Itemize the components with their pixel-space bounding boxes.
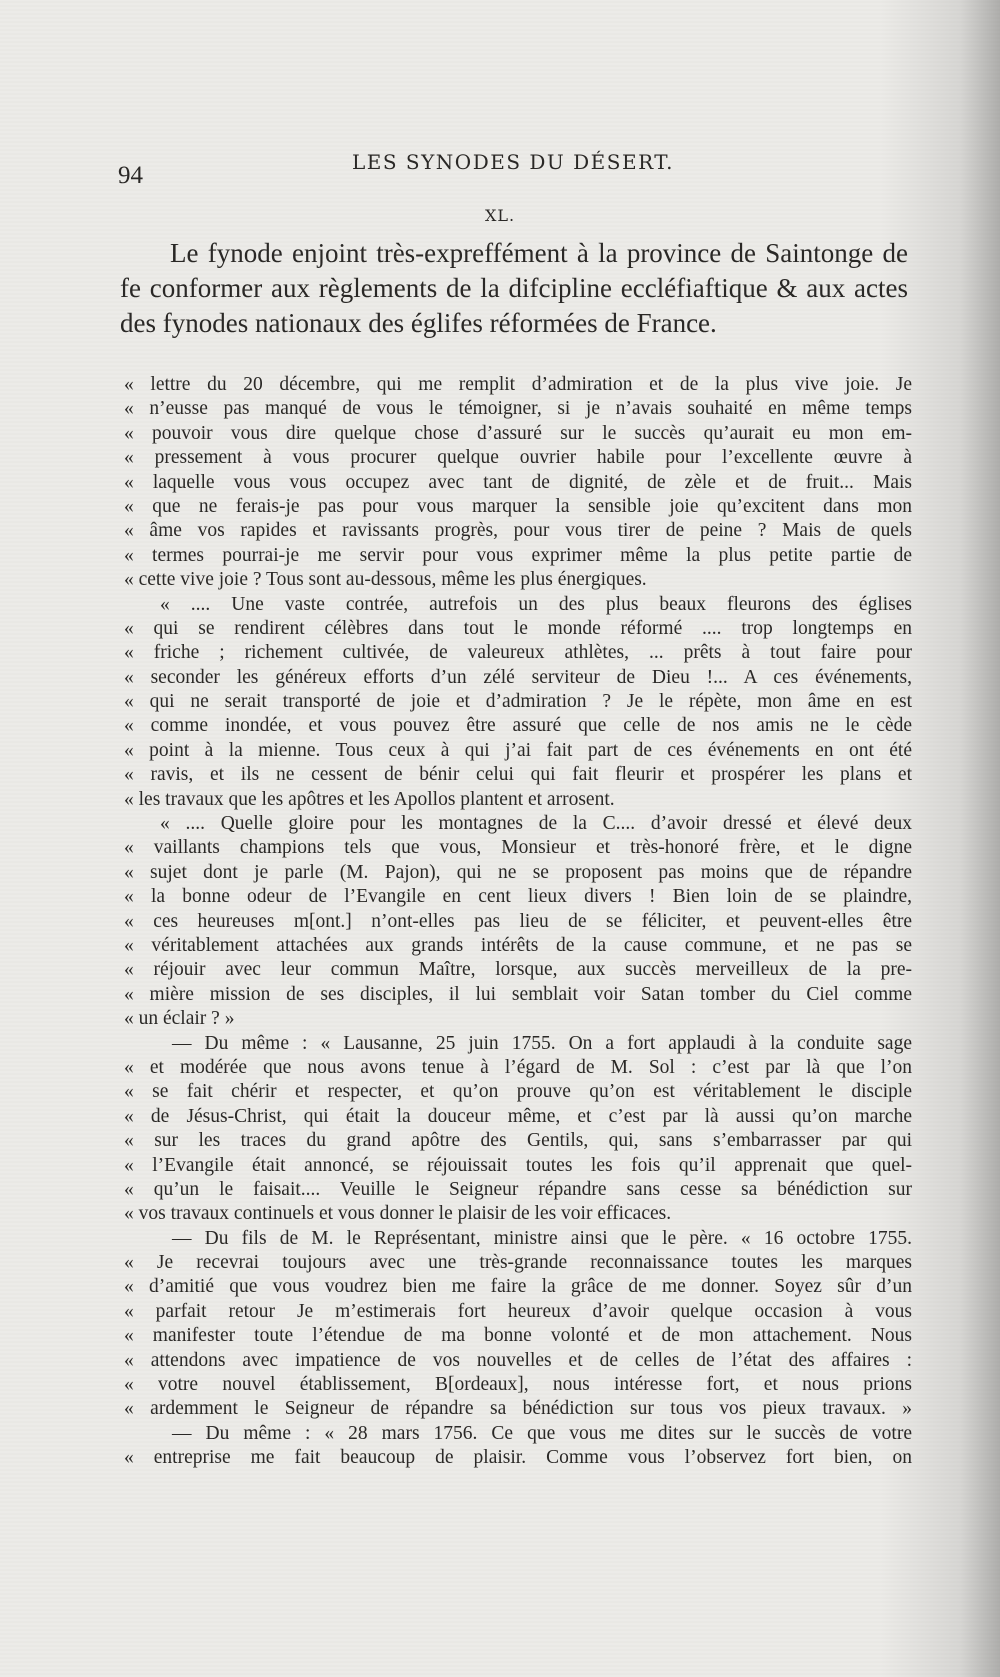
text-line: — Du même : « 28 mars 1756. Ce que vous me dites sur le succès de votre — [172, 1422, 912, 1444]
text-line: « vos travaux continuels et vous donner le plaisir de les voir efficaces. — [124, 1203, 672, 1225]
synod-article: Le fynode enjoint très-expreffément à la province de Saintonge de fe conformer aux règlements de la difcipline eccléfiaftique & aux actes des fynodes nationaux des églifes réformées de France. — [120, 238, 908, 338]
text-line: « n’eusse pas manqué de vous le témoigner, si je n’avais souhaité en même temps — [124, 398, 912, 420]
text-line: « que ne ferais-je pas pour vous marquer la sensible joie qu’excitent dans mon — [124, 495, 912, 517]
text-line: — Du fils de M. le Représentant, ministre ainsi que le père. « 16 octobre 1755. — [172, 1227, 912, 1249]
text-line: « comme inondée, et vous pouvez être assuré que celle de nos amis ne le cède — [124, 715, 912, 737]
text-line: « votre nouvel établissement, B[ordeaux], nous intéresse fort, et nous prions — [124, 1374, 912, 1396]
text-line: « se fait chérir et respecter, et qu’on prouve qu’on est véritablement le disciple — [124, 1081, 912, 1103]
text-line: « Je recevrai toujours avec une très-grande reconnaissance toutes les marques — [124, 1252, 912, 1274]
text-line: « point à la mienne. Tous ceux à qui j’ai fait part de ces événements en ont été — [124, 739, 912, 761]
text-line: « sujet dont je parle (M. Pajon), qui ne se proposent pas moins que de répandre — [124, 861, 912, 883]
text-line: « pouvoir vous dire quelque chose d’assuré sur le succès qu’aurait eu mon em- — [124, 422, 912, 444]
running-title: LES SYNODES DU DÉSERT. — [351, 150, 675, 174]
text-line: « de Jésus-Christ, qui était la douceur même, et c’est par là aussi qu’on marche — [124, 1105, 912, 1127]
page-header — [118, 148, 908, 188]
text-line: — Du même : « Lausanne, 25 juin 1755. On a fort applaudi à la conduite sage — [172, 1032, 912, 1054]
text-line: « ces heureuses m[ont.] n’ont-elles pas lieu de se féliciter, et peuvent-elles être — [124, 910, 912, 932]
text-line: « âme vos rapides et ravissants progrès, pour vous tirer de peine ? Mais de quels — [124, 520, 912, 542]
text-line: « qui se rendirent célèbres dans tout le monde réformé .... trop longtemps en — [124, 617, 912, 639]
text-line: « friche ; richement cultivée, de valeureux athlètes, ... prêts à tout faire pour — [124, 642, 912, 664]
body-text — [124, 373, 912, 1471]
text-line: « ardemment le Seigneur de répandre sa bénédiction sur tous vos pieux travaux. » — [124, 1398, 912, 1420]
text-line: « mière mission de ses disciples, il lui semblait voir Satan tomber du Ciel comme — [124, 983, 912, 1005]
text-line: « parfait retour Je m’estimerais fort heureux d’avoir quelque occasion à vous — [124, 1300, 912, 1322]
text-line: « un éclair ? » — [124, 1008, 235, 1030]
text-line: « la bonne odeur de l’Evangile en cent lieux divers ! Bien loin de se plaindre, — [124, 886, 912, 908]
text-line: « laquelle vous vous occupez avec tant de dignité, de zèle et de fruit... Mais — [124, 471, 912, 493]
text-line: « les travaux que les apôtres et les Apollos plantent et arrosent. — [124, 788, 615, 810]
page-number: 94 — [118, 162, 143, 189]
text-line: « réjouir avec leur commun Maître, lorsque, aux succès merveilleux de la pre- — [124, 959, 912, 981]
text-line: « qu’un le faisait.... Veuille le Seigneur répandre sans cesse sa bénédiction sur — [124, 1178, 912, 1200]
text-line: « l’Evangile était annoncé, se réjouissait toutes les fois qu’il apprenait que quel- — [124, 1154, 912, 1176]
text-line: « et modérée que nous avons tenue à l’égard de M. Sol : c’est par là que l’on — [124, 1056, 912, 1078]
text-line: « entreprise me fait beaucoup de plaisir. Comme vous l’observez fort bien, on — [124, 1447, 912, 1469]
text-line: « .... Une vaste contrée, autrefois un des plus beaux fleurons des églises — [160, 593, 912, 615]
text-line: « qui ne serait transporté de joie et d’admiration ? Je le répète, mon âme en est — [124, 691, 912, 713]
text-line: « ravis, et ils ne cessent de bénir celui qui fait fleurir et prospérer les plans et — [124, 764, 912, 786]
text-line: « seconder les généreux efforts d’un zélé serviteur de Dieu !... A ces événements, — [124, 666, 912, 688]
text-line: « manifester toute l’étendue de ma bonne volonté et de mon attachement. Nous — [124, 1325, 912, 1347]
text-line: « .... Quelle gloire pour les montagnes de la C.... d’avoir dressé et élevé deux — [160, 813, 912, 835]
text-line: « véritablement attachées aux grands intérêts de la cause commune, et ne pas se — [124, 934, 912, 956]
text-line: « termes pourrai-je me servir pour vous exprimer même la plus petite partie de — [124, 544, 912, 566]
text-line: « attendons avec impatience de vos nouvelles et de celles de l’état des affaires : — [124, 1349, 912, 1371]
text-line: « d’amitié que vous voudrez bien me faire la grâce de me donner. Soyez sûr d’un — [124, 1276, 912, 1298]
text-line: « lettre du 20 décembre, qui me remplit d’admiration et de la plus vive joie. Je — [124, 374, 912, 395]
text-line: « pressement à vous procurer quelque ouvrier habile pour l’excellente œuvre à — [124, 447, 912, 469]
text-line: « vaillants champions tels que vous, Monsieur et très-honoré frère, et le digne — [124, 837, 912, 859]
section-number: XL. — [484, 206, 516, 225]
text-line: « cette vive joie ? Tous sont au-dessous, même les plus énergiques. — [124, 569, 647, 591]
text-line: « sur les traces du grand apôtre des Gentils, qui, sans s’embarrasser par qui — [124, 1130, 912, 1152]
